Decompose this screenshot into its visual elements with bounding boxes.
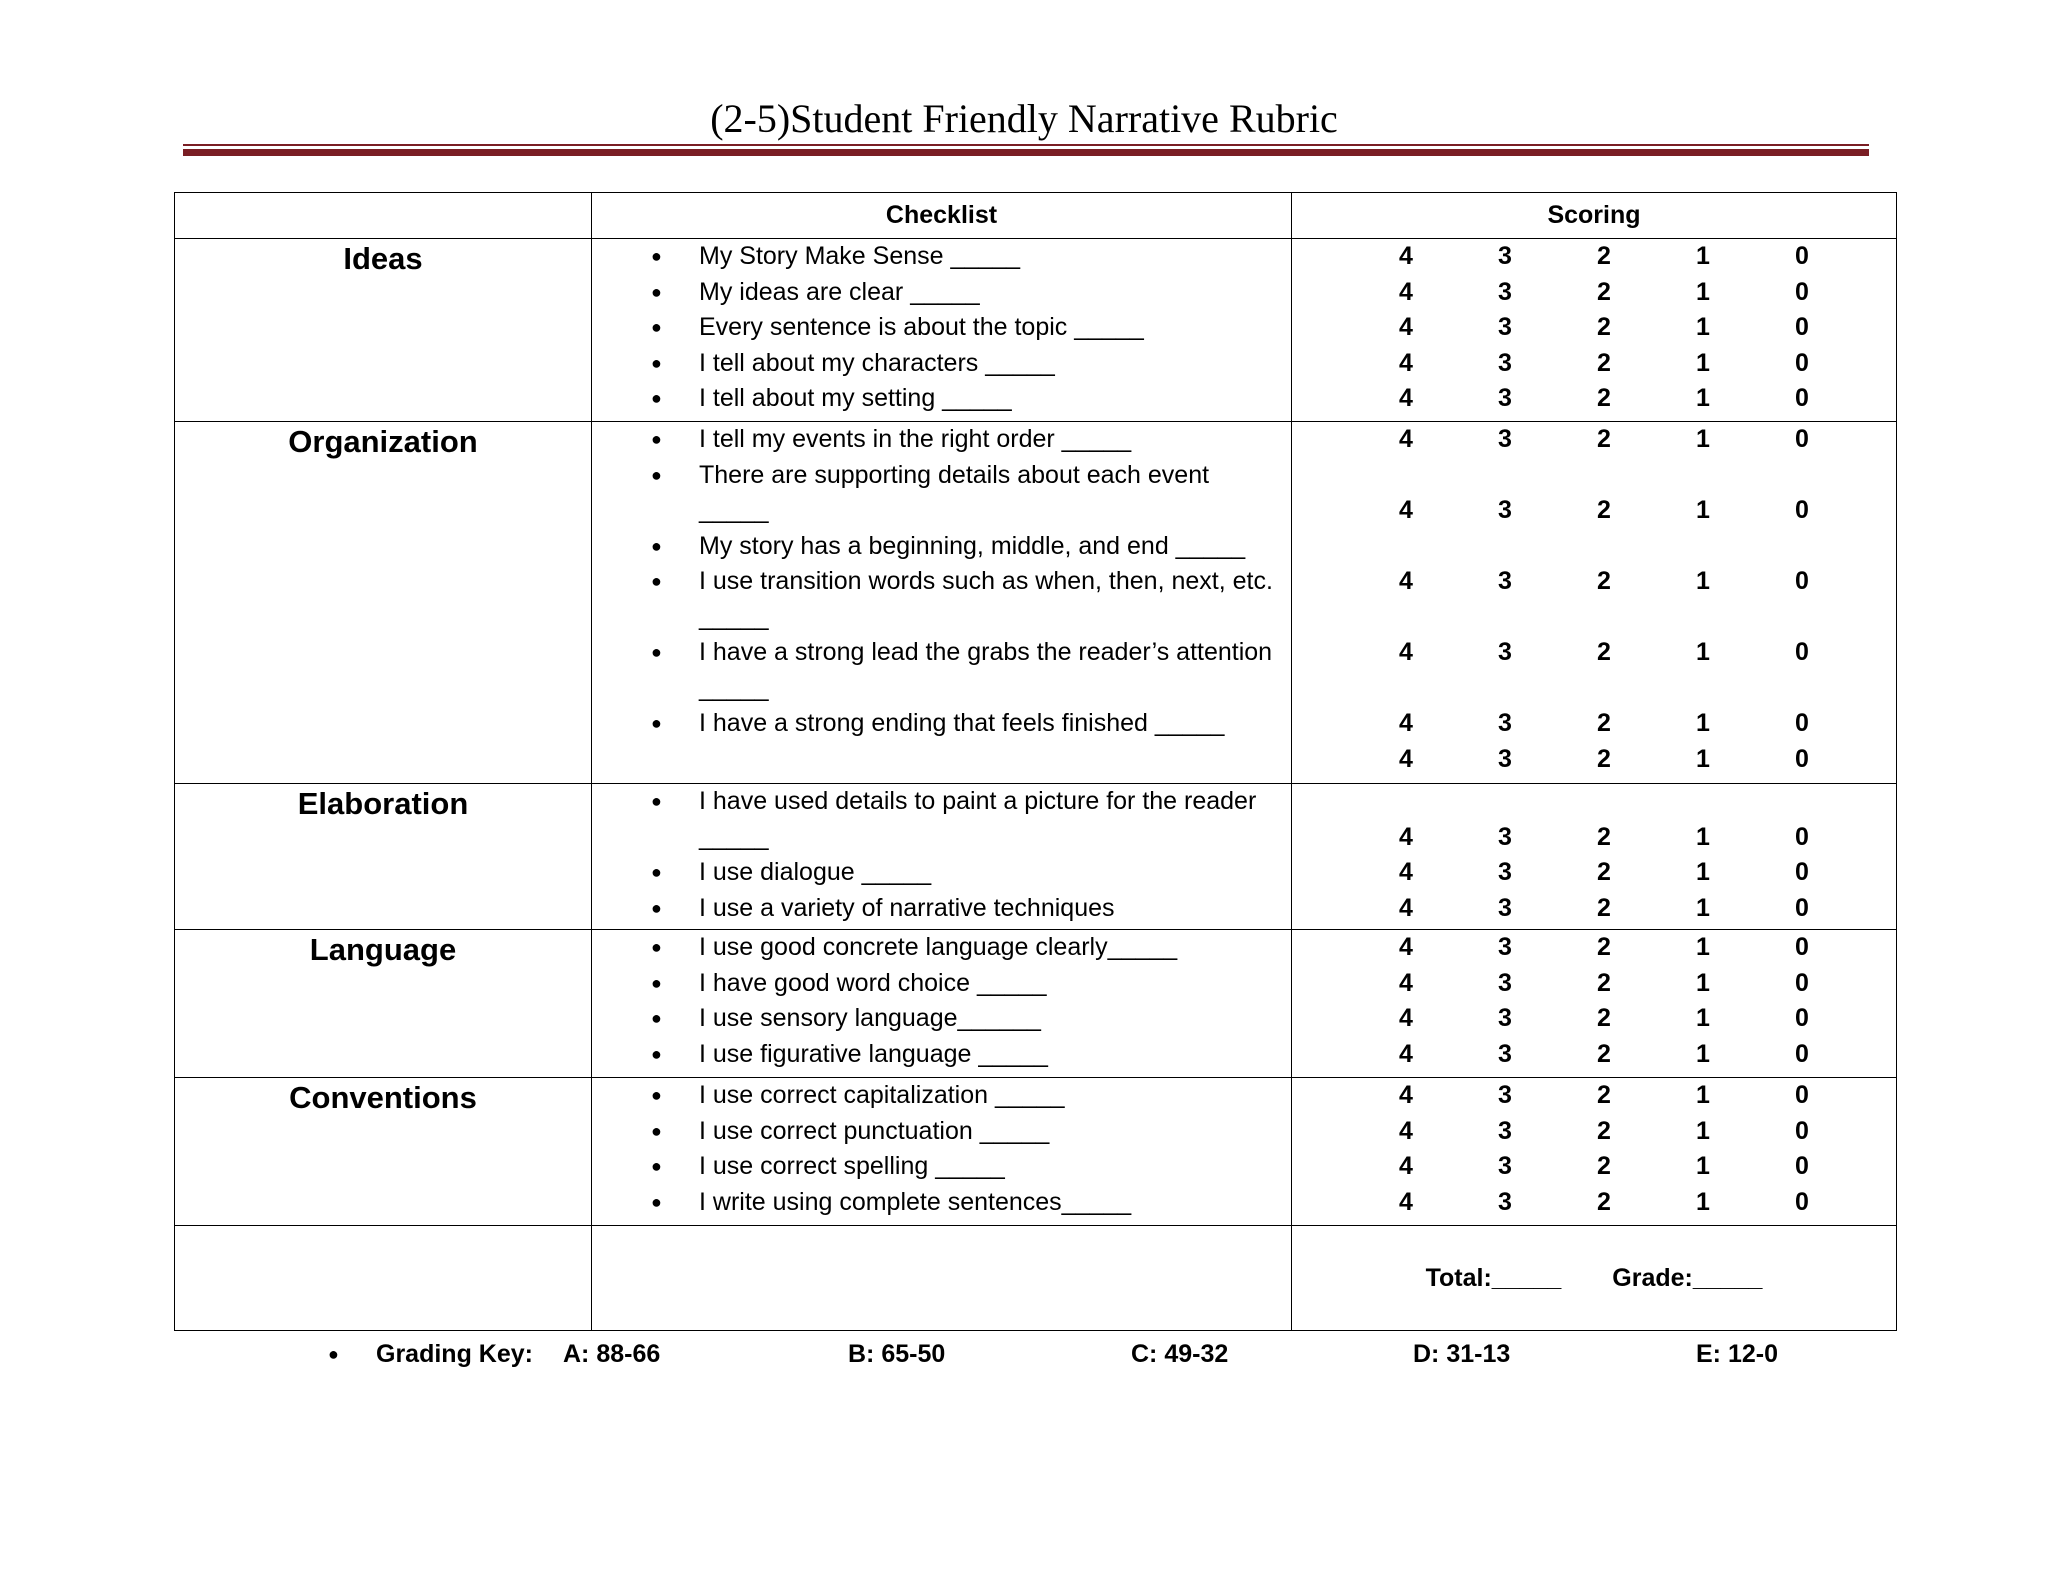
checklist-item: ● I write using complete sentences_____: [592, 1185, 1291, 1221]
rubric-table: [174, 192, 1897, 1331]
bullet-icon: ●: [651, 791, 662, 811]
bullet-icon: ●: [651, 1120, 662, 1141]
score-value: 2: [1597, 1116, 1611, 1145]
score-value: 0: [1795, 822, 1809, 851]
score-value: 3: [1498, 858, 1512, 886]
score-value: 1: [1696, 638, 1710, 666]
bullet-icon: ●: [651, 281, 662, 302]
score-value: 4: [1399, 968, 1413, 997]
total-blank-category: [175, 1226, 592, 1331]
score-value: 1: [1696, 709, 1710, 737]
score-value: 0: [1795, 1152, 1809, 1180]
score-value: 4: [1399, 638, 1413, 666]
score-value: 1: [1696, 1004, 1710, 1032]
header-scoring: Scoring: [1292, 193, 1897, 239]
bullet-icon: ●: [651, 937, 662, 957]
row-ideas: [175, 239, 1897, 422]
checklist-item: ● My story has a beginning, middle, and end _____: [592, 529, 1291, 565]
score-value: 0: [1795, 1081, 1809, 1109]
score-value: 4: [1399, 242, 1413, 270]
bullet-icon: ●: [651, 535, 662, 556]
checklist-item: ● My Story Make Sense _____: [592, 239, 1291, 275]
scores-elaboration: [1292, 784, 1897, 930]
score-row: [1292, 891, 1896, 927]
score-value: 4: [1399, 1187, 1413, 1216]
score-value: 4: [1399, 425, 1413, 453]
score-value: 4: [1399, 496, 1413, 524]
score-row: [1292, 1078, 1896, 1114]
score-value: 3: [1498, 313, 1512, 341]
scores-ideas: [1292, 239, 1897, 422]
score-value: 2: [1597, 384, 1611, 412]
score-value: 2: [1597, 1187, 1611, 1216]
score-value: 3: [1498, 384, 1512, 412]
score-value: 3: [1498, 277, 1512, 306]
checklist-item: ● I use correct capitalization _____: [592, 1078, 1291, 1114]
category-language: Language: [175, 930, 592, 1078]
row-organization: [175, 422, 1897, 784]
scores-conventions: [1292, 1078, 1897, 1226]
total-grade-cell: [1292, 1226, 1897, 1331]
score-value: 3: [1498, 744, 1512, 773]
checklist-item: ● I have a strong ending that feels finished _____: [592, 706, 1291, 742]
score-value: 3: [1498, 1081, 1512, 1109]
score-value: 4: [1399, 1152, 1413, 1180]
checklist-item: ● I have a strong lead the grabs the reader’s attention _____: [592, 635, 1291, 706]
bullet-icon: ●: [651, 464, 662, 485]
score-row: [1292, 1114, 1896, 1150]
grade-label: Grade:_____: [1612, 1263, 1763, 1292]
score-value: 4: [1399, 1039, 1413, 1068]
score-row: [1292, 381, 1896, 417]
row-language: [175, 930, 1897, 1078]
checklist-item: ● I tell my events in the right order _____: [592, 422, 1291, 458]
bullet-icon: ●: [651, 571, 662, 591]
score-value: 1: [1696, 744, 1710, 773]
bullet-icon: ●: [651, 862, 662, 882]
score-value: 2: [1597, 567, 1611, 595]
title-rule-thin: [183, 144, 1869, 146]
score-value: 0: [1795, 893, 1809, 922]
grade-b: B: 65-50: [848, 1340, 946, 1368]
score-value: 3: [1498, 1039, 1512, 1068]
score-value: 4: [1399, 277, 1413, 306]
score-row: [1292, 1001, 1896, 1037]
score-value: 4: [1399, 313, 1413, 341]
score-value: 2: [1597, 1039, 1611, 1068]
bullet-icon: ●: [651, 317, 662, 337]
checklist-item: ● My ideas are clear _____: [592, 275, 1291, 311]
score-value: 2: [1597, 496, 1611, 524]
checklist-item: ● I tell about my characters _____: [592, 346, 1291, 382]
bullet-icon: ●: [651, 1085, 662, 1105]
score-value: 3: [1498, 1004, 1512, 1032]
score-row: [1292, 706, 1896, 742]
total-label: Total:_____: [1425, 1263, 1562, 1292]
score-value: 4: [1399, 567, 1413, 595]
score-value: 1: [1696, 858, 1710, 886]
score-row: [1292, 1037, 1896, 1073]
checklist-item: ● I use dialogue _____: [592, 855, 1291, 891]
score-value: 1: [1696, 1039, 1710, 1068]
score-value: 4: [1399, 744, 1413, 773]
score-row: [1292, 346, 1896, 382]
bullet-icon: ●: [651, 642, 662, 662]
score-value: 2: [1597, 822, 1611, 851]
score-value: 2: [1597, 1004, 1611, 1032]
score-value: 0: [1795, 1039, 1809, 1068]
score-value: 1: [1696, 822, 1710, 851]
row-total: [175, 1226, 1897, 1331]
score-value: 3: [1498, 1152, 1512, 1180]
bullet-icon: ●: [651, 246, 662, 266]
bullet-icon: ●: [651, 1008, 662, 1028]
score-value: 0: [1795, 313, 1809, 341]
score-value: 4: [1399, 858, 1413, 886]
score-row: [1292, 930, 1896, 966]
score-value: 1: [1696, 242, 1710, 270]
score-value: 2: [1597, 893, 1611, 922]
checklist-item: ● I tell about my setting _____: [592, 381, 1291, 417]
score-value: 2: [1597, 744, 1611, 773]
score-row: [1292, 493, 1896, 529]
score-value: 2: [1597, 425, 1611, 453]
checklist-item: ● I use a variety of narrative techniques: [592, 891, 1291, 927]
score-value: 3: [1498, 567, 1512, 595]
score-value: 1: [1696, 893, 1710, 922]
checklist-language: [592, 930, 1292, 1078]
score-value: 2: [1597, 638, 1611, 666]
grading-key: [0, 1336, 2048, 1372]
score-value: 0: [1795, 425, 1809, 453]
checklist-item: ● I use good concrete language clearly_____: [592, 930, 1291, 966]
checklist-item: ● I have used details to paint a picture for the reader _____: [592, 784, 1291, 855]
score-value: 2: [1597, 348, 1611, 377]
score-value: 1: [1696, 313, 1710, 341]
score-value: 4: [1399, 1116, 1413, 1145]
score-value: 0: [1795, 384, 1809, 412]
checklist-item: ● I have good word choice _____: [592, 966, 1291, 1002]
header-category: [175, 193, 592, 239]
score-value: 1: [1696, 425, 1710, 453]
score-value: 0: [1795, 1116, 1809, 1145]
score-value: 4: [1399, 933, 1413, 961]
score-value: 3: [1498, 1116, 1512, 1145]
score-value: 0: [1795, 858, 1809, 886]
score-value: 3: [1498, 638, 1512, 666]
score-row: [1292, 422, 1896, 458]
score-value: 0: [1795, 277, 1809, 306]
score-value: 4: [1399, 822, 1413, 851]
score-row: [1292, 239, 1896, 275]
checklist-item: ● There are supporting details about each event _____: [592, 458, 1291, 529]
score-value: 0: [1795, 1004, 1809, 1032]
checklist-item: ● I use correct punctuation _____: [592, 1114, 1291, 1150]
bullet-icon: ●: [328, 1344, 339, 1364]
score-value: 1: [1696, 1152, 1710, 1180]
score-row: [1292, 310, 1896, 346]
score-value: 1: [1696, 933, 1710, 961]
title-rule-thick: [183, 149, 1869, 156]
score-row: [1292, 1149, 1896, 1185]
score-value: 4: [1399, 893, 1413, 922]
score-value: 1: [1696, 1187, 1710, 1216]
score-value: 1: [1696, 567, 1710, 595]
row-conventions: [175, 1078, 1897, 1226]
bullet-icon: ●: [651, 972, 662, 993]
score-value: 0: [1795, 709, 1809, 737]
grading-key-label: Grading Key:: [376, 1340, 533, 1368]
score-value: 2: [1597, 933, 1611, 961]
bullet-icon: ●: [651, 713, 662, 733]
score-value: 3: [1498, 893, 1512, 922]
score-value: 1: [1696, 277, 1710, 306]
category-ideas: Ideas: [175, 239, 592, 422]
score-value: 4: [1399, 348, 1413, 377]
total-blank-checklist: [592, 1226, 1292, 1331]
checklist-item: ● I use sensory language______: [592, 1001, 1291, 1037]
score-value: 2: [1597, 858, 1611, 886]
bullet-icon: ●: [651, 352, 662, 373]
row-elaboration: [175, 784, 1897, 930]
score-row: [1292, 1185, 1896, 1221]
grade-a: A: 88-66: [563, 1340, 661, 1368]
bullet-icon: ●: [651, 1191, 662, 1212]
checklist-item: ● Every sentence is about the topic _____: [592, 310, 1291, 346]
bullet-icon: ●: [651, 1156, 662, 1176]
bullet-icon: ●: [651, 388, 662, 408]
score-row: [1292, 635, 1896, 671]
score-row: [1292, 742, 1896, 778]
score-value: 3: [1498, 242, 1512, 270]
checklist-item: ● I use transition words such as when, then, next, etc. _____: [592, 564, 1291, 635]
score-value: 2: [1597, 968, 1611, 997]
grade-c: C: 49-32: [1131, 1340, 1229, 1368]
checklist-conventions: [592, 1078, 1292, 1226]
score-value: 4: [1399, 1081, 1413, 1109]
score-value: 0: [1795, 242, 1809, 270]
score-value: 2: [1597, 1081, 1611, 1109]
score-row: [1292, 564, 1896, 600]
page-title: (2-5)Student Friendly Narrative Rubric: [710, 96, 1338, 141]
category-organization: Organization: [175, 422, 592, 784]
score-value: 2: [1597, 313, 1611, 341]
scores-language: [1292, 930, 1897, 1078]
category-elaboration: Elaboration: [175, 784, 592, 930]
score-value: 3: [1498, 348, 1512, 377]
category-conventions: Conventions: [175, 1078, 592, 1226]
bullet-icon: ●: [651, 1043, 662, 1064]
score-value: 1: [1696, 348, 1710, 377]
score-value: 3: [1498, 709, 1512, 737]
bullet-icon: ●: [651, 897, 662, 918]
grade-e: E: 12-0: [1696, 1340, 1778, 1368]
checklist-item: ● I use correct spelling _____: [592, 1149, 1291, 1185]
score-value: 3: [1498, 496, 1512, 524]
score-row: [1292, 855, 1896, 891]
score-value: 2: [1597, 242, 1611, 270]
score-value: 0: [1795, 348, 1809, 377]
score-value: 3: [1498, 968, 1512, 997]
score-value: 4: [1399, 384, 1413, 412]
checklist-organization: [592, 422, 1292, 784]
checklist-item: ● I use figurative language _____: [592, 1037, 1291, 1073]
score-value: 4: [1399, 709, 1413, 737]
header-row: [175, 193, 1897, 239]
score-value: 0: [1795, 567, 1809, 595]
score-value: 3: [1498, 933, 1512, 961]
score-value: 1: [1696, 384, 1710, 412]
header-checklist: Checklist: [592, 193, 1292, 239]
grade-d: D: 31-13: [1413, 1340, 1511, 1368]
score-value: 0: [1795, 744, 1809, 773]
score-value: 0: [1795, 638, 1809, 666]
bullet-icon: ●: [651, 429, 662, 449]
score-value: 2: [1597, 1152, 1611, 1180]
score-value: 2: [1597, 709, 1611, 737]
score-value: 2: [1597, 277, 1611, 306]
score-value: 1: [1696, 968, 1710, 997]
score-value: 1: [1696, 1116, 1710, 1145]
score-value: 3: [1498, 822, 1512, 851]
score-value: 1: [1696, 1081, 1710, 1109]
score-value: 0: [1795, 496, 1809, 524]
scores-organization: [1292, 422, 1897, 784]
score-value: 0: [1795, 1187, 1809, 1216]
score-value: 3: [1498, 1187, 1512, 1216]
score-value: 1: [1696, 496, 1710, 524]
checklist-ideas: [592, 239, 1292, 422]
score-value: 0: [1795, 933, 1809, 961]
score-row: [1292, 275, 1896, 311]
score-row: [1292, 966, 1896, 1002]
score-value: 0: [1795, 968, 1809, 997]
score-row: [1292, 820, 1896, 856]
score-value: 3: [1498, 425, 1512, 453]
checklist-elaboration: [592, 784, 1292, 930]
score-value: 4: [1399, 1004, 1413, 1032]
